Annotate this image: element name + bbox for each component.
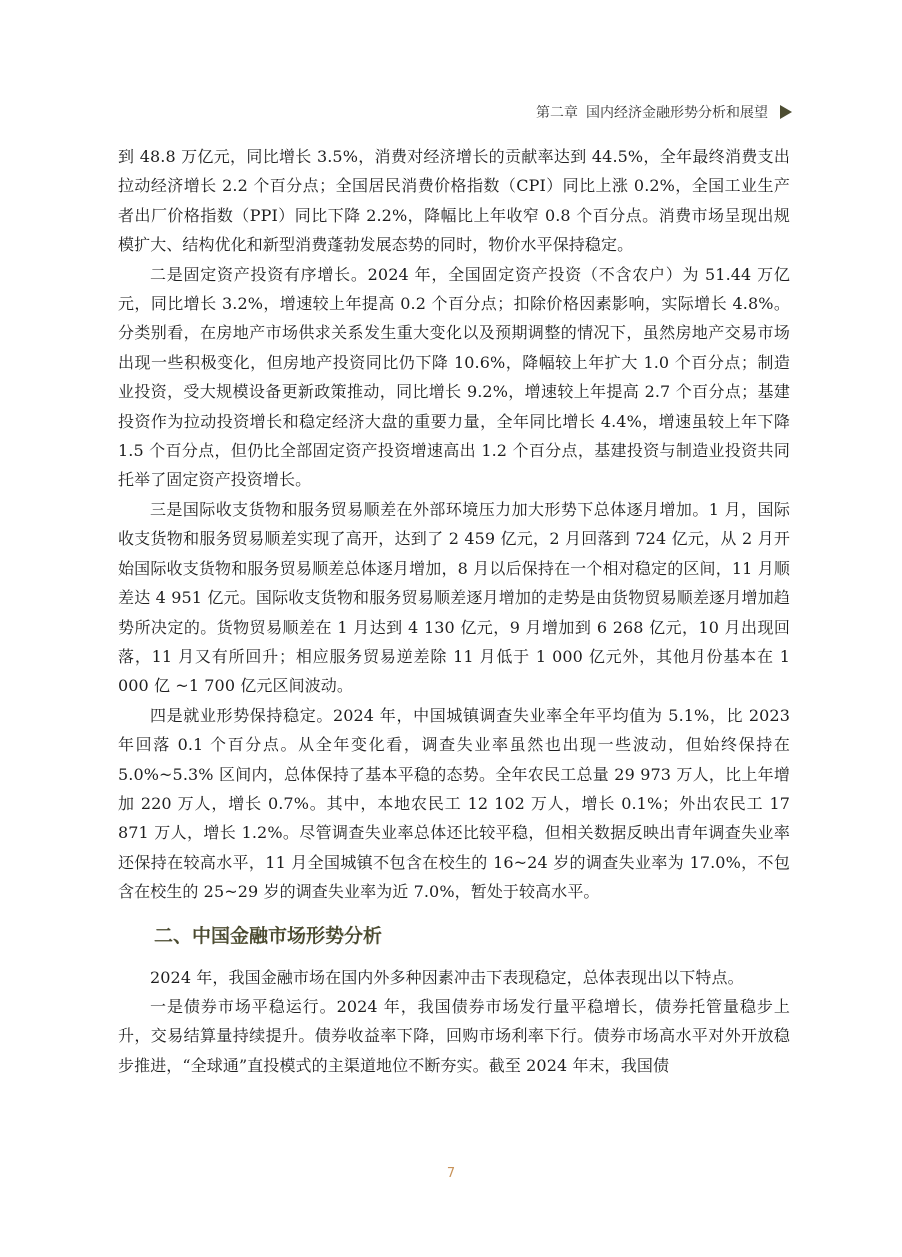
play-arrow-icon bbox=[780, 105, 792, 119]
paragraph-market-overview: 2024 年，我国金融市场在国内外多种因素冲击下表现稳定，总体表现出以下特点。 bbox=[150, 967, 744, 987]
page-body bbox=[118, 142, 790, 1080]
chapter-label: 第二章 bbox=[536, 105, 578, 121]
page-number: 7 bbox=[446, 1166, 456, 1181]
paragraph-consumption: 到 48.8 万亿元，同比增长 3.5%，消费对经济增长的贡献率达到 44.5%，全年最终消费支出拉动经济增长 2.2 个百分点；全国居民消费价格指数（CPI）同比上涨 0.2%，全国工业生产者出厂价格指数（PPI）同比下降 2.2%，降幅比上年收窄 0.8 个百分点。消费市场呈现出规模扩大、结构优化和新型消费蓬勃发展态势的同时，物价水平保持稳定。 bbox=[118, 147, 790, 255]
section-heading: 二、中国金融市场形势分析 bbox=[154, 924, 383, 947]
chapter-title: 国内经济金融形势分析和展望 bbox=[586, 105, 768, 121]
running-header bbox=[536, 100, 792, 124]
paragraph-investment: 二是固定资产投资有序增长。2024 年，全国固定资产投资（不含农户）为 51.44 万亿元，同比增长 3.2%，增速较上年提高 0.2 个百分点；扣除价格因素影响，实际增长 4.8%。分类别看，在房地产市场供求关系发生重大变化以及预期调整的情况下，虽然房地产交易市场出现一些积极变化，但房地产投资同比仍下降 10.6%，降幅较上年扩大 1.0 个百分点；制造业投资，受大规模设备更新政策推动，同比增长 9.2%，增速较上年提高 2.7 个百分点；基建投资作为拉动投资增长和稳定经济大盘的重要力量，全年同比增长 4.4%，增速虽较上年下降 1.5 个百分点，但仍比全部固定资产投资增速高出 1.2 个百分点，基建投资与制造业投资共同托举了固定资产投资增长。 bbox=[118, 264, 790, 490]
paragraph-bond-market: 一是债券市场平稳运行。2024 年，我国债券市场发行量平稳增长，债券托管量稳步上升，交易结算量持续提升。债券收益率下降，回购市场利率下行。债券市场高水平对外开放稳步推进，“全球通”直投模式的主渠道地位不断夯实。截至 2024 年末，我国债 bbox=[118, 996, 790, 1075]
paragraph-employment: 四是就业形势保持稳定。2024 年，中国城镇调查失业率全年平均值为 5.1%，比 2023 年回落 0.1 个百分点。从全年变化看，调查失业率虽然也出现一些波动，但始终保持在 5.0%~5.3% 区间内，总体保持了基本平稳的态势。全年农民工总量 29 973 万人，比上年增加 220 万人，增长 0.7%。其中，本地农民工 12 102 万人，增长 0.1%；外出农民工 17 871 万人，增长 1.2%。尽管调查失业率总体还比较平稳，但相关数据反映出青年调查失业率还保持在较高水平，11 月全国城镇不包含在校生的 16~24 岁的调查失业率为 17.0%，不包含在校生的 25~29 岁的调查失业率为近 7.0%，暂处于较高水平。 bbox=[118, 705, 790, 902]
paragraph-trade-surplus: 三是国际收支货物和服务贸易顺差在外部环境压力加大形势下总体逐月增加。1 月，国际收支货物和服务贸易顺差实现了高开，达到了 2 459 亿元，2 月回落到 724 亿元，从 2 月开始国际收支货物和服务贸易顺差总体逐月增加，8 月以后保持在一个相对稳定的区间，11 月顺差达 4 951 亿元。国际收支货物和服务贸易顺差逐月增加的走势是由货物贸易顺差逐月增加趋势所决定的。货物贸易顺差在 1 月达到 4 130 亿元，9 月增加到 6 268 亿元，10 月出现回落，11 月又有所回升；相应服务贸易逆差除 11 月低于 1 000 亿元外，其他月份基本在 1 000 亿 ~1 700 亿元区间波动。 bbox=[118, 499, 790, 696]
